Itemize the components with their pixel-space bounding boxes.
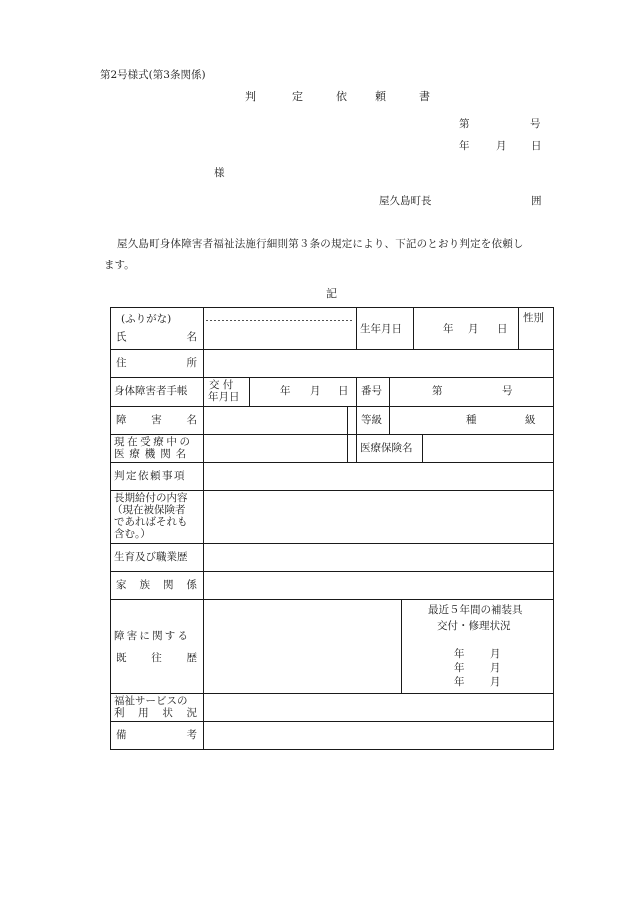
welfare-field[interactable] bbox=[206, 696, 551, 719]
history-label-char: 歴 bbox=[186, 652, 197, 664]
name-field[interactable] bbox=[206, 322, 352, 348]
history-label-2 bbox=[116, 652, 197, 664]
doc-number-go: 号 bbox=[530, 118, 541, 130]
remarks-field[interactable] bbox=[206, 724, 551, 747]
family-label-char: 族 bbox=[139, 579, 150, 591]
device-label-1: 最近５年間の補装具 bbox=[428, 604, 523, 616]
body-text-line1: 屋久島町身体障害者福祉法施行細則第３条の規定により、下記のとおり判定を依頼し bbox=[117, 238, 524, 250]
insurance-field[interactable] bbox=[425, 437, 551, 460]
welfare-label-2 bbox=[114, 708, 197, 719]
doc-date-year: 年 bbox=[459, 140, 470, 152]
doc-number-dai: 第 bbox=[459, 118, 470, 130]
judgment-label: 判定依頼事項 bbox=[114, 470, 186, 482]
disability-name-char: 害 bbox=[151, 414, 162, 426]
address-label-char: 住 bbox=[116, 357, 127, 369]
remarks-label-char: 考 bbox=[186, 729, 197, 741]
history-field[interactable] bbox=[206, 602, 399, 691]
family-label-char: 家 bbox=[116, 579, 127, 591]
device-row-month: 月 bbox=[490, 648, 501, 660]
title-char: 依 bbox=[336, 90, 347, 103]
grade-kyu: 級 bbox=[525, 414, 536, 426]
disability-name-char: 障 bbox=[116, 414, 127, 426]
remarks-label bbox=[116, 729, 197, 741]
career-label: 生育及び職業歴 bbox=[114, 551, 188, 563]
welfare-label-char: 利 bbox=[114, 707, 125, 719]
family-label-char: 関 bbox=[163, 579, 174, 591]
birth-day: 日 bbox=[497, 323, 508, 335]
birthdate-label: 生年月日 bbox=[360, 323, 402, 335]
seal-mark: 囲 bbox=[531, 195, 542, 207]
name-label-char: 名 bbox=[186, 331, 197, 343]
benefit-field[interactable] bbox=[206, 493, 551, 541]
title-char: 書 bbox=[419, 90, 430, 103]
device-row-year: 年 bbox=[454, 676, 465, 688]
welfare-label-char: 用 bbox=[138, 707, 149, 719]
handbook-number-go: 号 bbox=[502, 385, 513, 397]
addressee-honorific: 様 bbox=[214, 167, 225, 179]
welfare-label-1: 福祉サービスの bbox=[114, 695, 188, 707]
hospital-label-2: 医療機関名 bbox=[114, 448, 191, 460]
handbook-number-label: 番号 bbox=[361, 385, 382, 397]
device-row-month: 月 bbox=[490, 662, 501, 674]
name-label-char: 氏 bbox=[116, 331, 127, 343]
history-label-1: 障害に関する bbox=[114, 630, 191, 642]
history-label-char: 既 bbox=[116, 652, 127, 664]
name-label bbox=[116, 331, 197, 343]
insurance-label: 医療保険名 bbox=[360, 442, 413, 454]
ki-heading: 記 bbox=[326, 287, 337, 300]
issuer-name: 屋久島町長 bbox=[379, 195, 432, 207]
grade-shu: 種 bbox=[466, 414, 477, 426]
birth-year: 年 bbox=[443, 323, 454, 335]
judgment-field[interactable] bbox=[206, 465, 551, 488]
device-row-year: 年 bbox=[454, 662, 465, 674]
device-label-2: 交付・修理状況 bbox=[437, 620, 511, 632]
hospital-field[interactable] bbox=[206, 437, 345, 460]
welfare-label-char: 況 bbox=[186, 707, 197, 719]
device-row-year: 年 bbox=[454, 648, 465, 660]
title-char: 頼 bbox=[375, 90, 386, 103]
issue-day: 日 bbox=[338, 385, 349, 397]
furigana-label: (ふりがな) bbox=[121, 313, 172, 325]
benefit-label-4: 含む。） bbox=[114, 528, 151, 540]
doc-date-month: 月 bbox=[496, 140, 507, 152]
form-number: 第2号様式(第3条関係) bbox=[100, 69, 206, 81]
benefit-label-1: 長期給付の内容 bbox=[114, 492, 188, 504]
issue-date-label-2: 年月日 bbox=[208, 391, 240, 403]
disability-name-field[interactable] bbox=[206, 409, 345, 432]
issue-month: 月 bbox=[310, 385, 321, 397]
handbook-label: 身体障害者手帳 bbox=[114, 385, 188, 397]
remarks-label-char: 備 bbox=[116, 729, 127, 741]
sex-label: 性別 bbox=[523, 312, 544, 324]
family-label bbox=[116, 579, 197, 591]
address-field[interactable] bbox=[206, 352, 551, 375]
history-label-char: 往 bbox=[151, 652, 162, 664]
grade-label: 等級 bbox=[361, 414, 382, 426]
title-char: 定 bbox=[292, 90, 303, 103]
device-row-month: 月 bbox=[490, 676, 501, 688]
family-label-char: 係 bbox=[186, 579, 197, 591]
hospital-label-1: 現在受療中の bbox=[114, 436, 193, 448]
benefit-label-2: （現在被保険者 bbox=[112, 504, 186, 516]
address-label-char: 所 bbox=[186, 357, 197, 369]
issue-year: 年 bbox=[280, 385, 291, 397]
body-text-line2: ます。 bbox=[104, 259, 135, 271]
title-char: 判 bbox=[245, 90, 256, 103]
welfare-label-char: 状 bbox=[162, 707, 173, 719]
disability-name-char: 名 bbox=[186, 414, 197, 426]
disability-name-label bbox=[116, 414, 197, 426]
birth-month: 月 bbox=[468, 323, 479, 335]
issue-date-label-1: 交 付 bbox=[209, 379, 234, 391]
family-field[interactable] bbox=[206, 574, 551, 597]
handbook-number-dai: 第 bbox=[432, 385, 443, 397]
benefit-label-3: であればそれも bbox=[114, 516, 188, 528]
doc-date-day: 日 bbox=[531, 140, 542, 152]
career-field[interactable] bbox=[206, 546, 551, 569]
address-label bbox=[116, 357, 197, 369]
